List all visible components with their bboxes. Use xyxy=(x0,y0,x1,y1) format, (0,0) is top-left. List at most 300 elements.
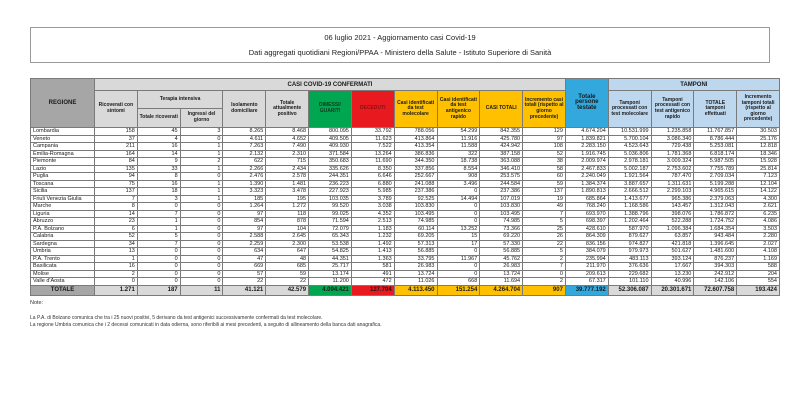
cell: 8.350 xyxy=(351,165,394,173)
cell: 143.457 xyxy=(651,203,694,211)
cell: 483.113 xyxy=(608,255,651,263)
col-header-ti-ingressi: Ingressi del giorno xyxy=(180,109,223,128)
cell: 65.343 xyxy=(309,233,352,241)
cell: 5.036.806 xyxy=(608,150,651,158)
region-name: Emilia-Romagna xyxy=(31,150,95,158)
cell: 0 xyxy=(137,270,180,278)
cell: 878 xyxy=(266,218,309,226)
cell: 103.035 xyxy=(309,195,352,203)
table-row xyxy=(31,173,780,181)
cell: 19 xyxy=(523,195,566,203)
cell: 0 xyxy=(523,270,566,278)
cell: 14.494 xyxy=(437,195,480,203)
cell: 229.682 xyxy=(608,270,651,278)
table-row xyxy=(31,255,780,263)
cell: 25.176 xyxy=(737,135,780,143)
cell: 236.223 xyxy=(309,180,352,188)
cell: 1.312.043 xyxy=(694,203,737,211)
cell: 4.674.204 xyxy=(565,128,608,136)
cell: 2.299.103 xyxy=(651,188,694,196)
cell: 53.538 xyxy=(309,240,352,248)
cell: 965.386 xyxy=(651,195,694,203)
cell: 1.311.631 xyxy=(651,180,694,188)
region-name: Toscana xyxy=(31,180,95,188)
region-name: Abruzzo xyxy=(31,218,95,226)
cell: 37 xyxy=(95,135,138,143)
cell: 63.857 xyxy=(651,233,694,241)
cell: 1 xyxy=(180,195,223,203)
cell: 2 xyxy=(95,270,138,278)
cell: 34 xyxy=(95,240,138,248)
cell: 0 xyxy=(180,218,223,226)
cell: 979.973 xyxy=(608,248,651,256)
cell: 26.983 xyxy=(480,263,523,271)
cell: 0 xyxy=(180,278,223,286)
cell: 253.575 xyxy=(480,173,523,181)
cell: 3.789 xyxy=(351,195,394,203)
cell: 11.967 xyxy=(437,255,480,263)
cell: 0 xyxy=(437,203,480,211)
cell: 864.309 xyxy=(565,233,608,241)
cell: 854 xyxy=(223,218,266,226)
cell: 22 xyxy=(266,278,309,286)
total-row xyxy=(31,285,780,295)
cell: 8.468 xyxy=(266,128,309,136)
cell: 0 xyxy=(180,203,223,211)
cell: 1.481 xyxy=(266,180,309,188)
cell: 344.350 xyxy=(394,158,437,166)
cell: 92.525 xyxy=(394,195,437,203)
cell: 1 xyxy=(137,225,180,233)
cell: 5.002.187 xyxy=(608,165,651,173)
cell: 2.027 xyxy=(737,240,780,248)
cell: 1.396.645 xyxy=(694,240,737,248)
cell: 99.025 xyxy=(309,210,352,218)
cell: 0 xyxy=(437,210,480,218)
cell: 647 xyxy=(266,248,309,256)
col-header-regione: REGIONE xyxy=(31,79,95,128)
region-name: Marche xyxy=(31,203,95,211)
cell: 0 xyxy=(137,248,180,256)
table-row xyxy=(31,150,780,158)
cell: 57.313 xyxy=(394,240,437,248)
cell: 376.636 xyxy=(608,263,651,271)
report-title-line1: 06 luglio 2021 - Aggiornamento casi Covid-19 xyxy=(324,33,476,43)
cell: 7.755.789 xyxy=(694,165,737,173)
cell: 2.621 xyxy=(737,203,780,211)
cell: 581 xyxy=(351,263,394,271)
cell: 3.009.324 xyxy=(651,158,694,166)
cell: 11.916 xyxy=(437,135,480,143)
cell: 0 xyxy=(437,218,480,226)
total-label: TOTALE xyxy=(31,285,95,295)
region-name: Sicilia xyxy=(31,188,95,196)
cell: 0 xyxy=(180,233,223,241)
cell: 237.386 xyxy=(480,188,523,196)
cell: 729.438 xyxy=(651,143,694,151)
cell: 97 xyxy=(223,225,266,233)
cell: 22 xyxy=(523,240,566,248)
table-header xyxy=(31,79,780,128)
cell: 47 xyxy=(223,255,266,263)
cell: 4.352 xyxy=(351,210,394,218)
cell: 137 xyxy=(95,188,138,196)
cell: 18.346 xyxy=(737,150,780,158)
table-row xyxy=(31,143,780,151)
cell: 384.079 xyxy=(565,248,608,256)
table-row xyxy=(31,165,780,173)
cell: 15 xyxy=(437,233,480,241)
cell: 3.038 xyxy=(351,203,394,211)
cell: 129 xyxy=(523,128,566,136)
cell: 5.985 xyxy=(351,188,394,196)
cell: 97 xyxy=(523,135,566,143)
cell: 1.921.564 xyxy=(608,173,651,181)
cell: 2.283.150 xyxy=(565,143,608,151)
cell: 1 xyxy=(180,188,223,196)
cell: 2.645 xyxy=(266,233,309,241)
cell: 0 xyxy=(137,255,180,263)
cell: 23 xyxy=(95,218,138,226)
cell: 209.613 xyxy=(565,270,608,278)
cell: 103.830 xyxy=(394,203,437,211)
table-row xyxy=(31,278,780,286)
cell: 6 xyxy=(95,225,138,233)
cell: 12.104 xyxy=(737,180,780,188)
cell: 59 xyxy=(266,270,309,278)
table-row xyxy=(31,218,780,226)
col-header-tamponi-molecolare: Tamponi processati con test molecolare xyxy=(608,91,651,128)
cell: 18.738 xyxy=(437,158,480,166)
col-header-ricoverati: Ricoverati con sintomi xyxy=(95,91,138,128)
cell: 0 xyxy=(95,278,138,286)
cell: 0 xyxy=(137,203,180,211)
note-line-2: La regione Umbria comunica che i 2 decessi comunicati in data odierna, sono riferibili ai mesi precedenti, a seguito di allineamento della banca dati anagrafica. xyxy=(30,321,382,328)
cell: 335.626 xyxy=(309,165,352,173)
table-row xyxy=(31,188,780,196)
region-name: Veneto xyxy=(31,135,95,143)
cell: 52.306.087 xyxy=(608,285,651,295)
cell: 1.413 xyxy=(351,248,394,256)
col-header-persone-testate: Totale persone testate xyxy=(565,79,608,128)
cell: 693.970 xyxy=(565,210,608,218)
cell: 164 xyxy=(95,150,138,158)
cell: 2 xyxy=(180,158,223,166)
cell: 11 xyxy=(180,285,223,295)
cell: 3.496 xyxy=(437,180,480,188)
col-header-dimessi-guariti: DIMESSI/ GUARITI xyxy=(309,91,352,128)
cell: 2.753.602 xyxy=(651,165,694,173)
cell: 428.610 xyxy=(565,225,608,233)
cell: 22 xyxy=(223,278,266,286)
cell: 8 xyxy=(137,173,180,181)
cell: 501.627 xyxy=(651,248,694,256)
cell: 71.594 xyxy=(309,218,352,226)
cell: 2.476 xyxy=(223,173,266,181)
cell: 33.795 xyxy=(394,255,437,263)
cell: 879.627 xyxy=(608,233,651,241)
cell: 2.259 xyxy=(223,240,266,248)
cell: 18 xyxy=(137,188,180,196)
cell: 187 xyxy=(137,285,180,295)
cell: 0 xyxy=(180,210,223,218)
cell: 13.724 xyxy=(394,270,437,278)
cell: 8.786.444 xyxy=(694,135,737,143)
cell: 97 xyxy=(223,210,266,218)
region-name: Piemonte xyxy=(31,158,95,166)
cell: 127.704 xyxy=(351,285,394,295)
cell: 1.271 xyxy=(95,285,138,295)
cell: 26 xyxy=(523,233,566,241)
cell: 227.923 xyxy=(309,188,352,196)
table-row xyxy=(31,203,780,211)
cell: 74.985 xyxy=(394,218,437,226)
cell: 16 xyxy=(137,143,180,151)
cell: 242.912 xyxy=(694,270,737,278)
cell: 7.263 xyxy=(223,143,266,151)
cell: 69.220 xyxy=(480,233,523,241)
cell: 1.786.872 xyxy=(694,210,737,218)
cell: 836.156 xyxy=(565,240,608,248)
cell: 4.094.421 xyxy=(309,285,352,295)
cell: 788.056 xyxy=(394,128,437,136)
cell: 2.513 xyxy=(351,218,394,226)
cell: 54.299 xyxy=(437,128,480,136)
cell: 10.531.999 xyxy=(608,128,651,136)
cell: 5.987.505 xyxy=(694,158,737,166)
cell: 2.280 xyxy=(737,233,780,241)
cell: 16 xyxy=(137,180,180,188)
col-header-tamponi-antigenico: Tamponi processati con test antigenico rapido xyxy=(651,91,694,128)
cell: 669 xyxy=(223,263,266,271)
cell: 39.777.192 xyxy=(565,285,608,295)
cell: 787.470 xyxy=(651,173,694,181)
cell: 241.088 xyxy=(394,180,437,188)
cell: 698.397 xyxy=(565,218,608,226)
cell: 101.110 xyxy=(608,278,651,286)
table-row xyxy=(31,233,780,241)
cell: 57.330 xyxy=(480,240,523,248)
cell: 622 xyxy=(223,158,266,166)
cell: 472 xyxy=(351,278,394,286)
cell: 2.310 xyxy=(266,150,309,158)
region-name: Friuli Venezia Giulia xyxy=(31,195,95,203)
cell: 634 xyxy=(223,248,266,256)
cell: 1.492 xyxy=(351,240,394,248)
cell: 3.887.657 xyxy=(608,180,651,188)
cell: 204 xyxy=(737,270,780,278)
cell: 4.108 xyxy=(737,248,780,256)
cell: 244.584 xyxy=(480,180,523,188)
cell: 7.490 xyxy=(266,143,309,151)
cell: 5.199.288 xyxy=(694,180,737,188)
cell: 4.086 xyxy=(737,218,780,226)
cell: 3.478 xyxy=(266,188,309,196)
cell: 0 xyxy=(180,173,223,181)
cell: 6.880 xyxy=(351,180,394,188)
cell: 522.288 xyxy=(651,218,694,226)
cell: 907 xyxy=(523,285,566,295)
cell: 72.079 xyxy=(309,225,352,233)
cell: 2.434 xyxy=(266,165,309,173)
cell: 103.495 xyxy=(394,210,437,218)
cell: 13.264 xyxy=(351,150,394,158)
cell: 11.623 xyxy=(351,135,394,143)
cell: 11.694 xyxy=(480,278,523,286)
cell: 4.611 xyxy=(223,135,266,143)
cell: 6.818.174 xyxy=(694,150,737,158)
cell: 0 xyxy=(180,135,223,143)
cell: 7 xyxy=(95,195,138,203)
cell: 13.174 xyxy=(309,270,352,278)
cell: 0 xyxy=(437,248,480,256)
cell: 876.237 xyxy=(694,255,737,263)
cell: 1.839.821 xyxy=(565,135,608,143)
cell: 0 xyxy=(180,263,223,271)
table-row xyxy=(31,210,780,218)
cell: 0 xyxy=(437,263,480,271)
cell: 58 xyxy=(523,165,566,173)
cell: 60.114 xyxy=(394,225,437,233)
cell: 1.390 xyxy=(223,180,266,188)
cell: 142.106 xyxy=(694,278,737,286)
cell: 1.232 xyxy=(351,233,394,241)
cell: 9 xyxy=(137,158,180,166)
cell: 26.983 xyxy=(394,263,437,271)
cell: 4.965.615 xyxy=(694,188,737,196)
region-name: Valle d'Aosta xyxy=(31,278,95,286)
table-row xyxy=(31,225,780,233)
cell: 44.351 xyxy=(309,255,352,263)
cell: 60 xyxy=(523,173,566,181)
cell: 103.495 xyxy=(480,210,523,218)
cell: 4.300 xyxy=(737,195,780,203)
cell: 7 xyxy=(137,240,180,248)
cell: 75 xyxy=(95,180,138,188)
cell: 13.230 xyxy=(651,270,694,278)
cell: 424.942 xyxy=(480,143,523,151)
cell: 25.717 xyxy=(309,263,352,271)
cell: 1 xyxy=(180,165,223,173)
cell: 5 xyxy=(523,248,566,256)
cell: 346.410 xyxy=(480,165,523,173)
cell: 1.384.374 xyxy=(565,180,608,188)
band-tamponi: TAMPONI xyxy=(608,79,779,91)
cell: 1 xyxy=(180,143,223,151)
cell: 11.026 xyxy=(394,278,437,286)
cell: 84 xyxy=(95,158,138,166)
cell: 4.113.450 xyxy=(394,285,437,295)
cell: 2.300 xyxy=(266,240,309,248)
cell: 1 xyxy=(95,255,138,263)
cell: 59 xyxy=(523,180,566,188)
col-header-attualmente-positivi: Totale attualmente positivo xyxy=(266,91,309,128)
cell: 211.970 xyxy=(565,263,608,271)
cell: 13.724 xyxy=(480,270,523,278)
cell: 6.646 xyxy=(351,173,394,181)
cell: 74.985 xyxy=(480,218,523,226)
cell: 1.264 xyxy=(223,203,266,211)
cell: 7.522 xyxy=(351,143,394,151)
cell: 1.272 xyxy=(266,203,309,211)
table-row xyxy=(31,180,780,188)
cell: 56.885 xyxy=(480,248,523,256)
region-name: Basilicata xyxy=(31,263,95,271)
cell: 72.607.758 xyxy=(694,285,737,295)
cell: 40.996 xyxy=(651,278,694,286)
cell: 409.505 xyxy=(309,135,352,143)
cell: 14 xyxy=(137,150,180,158)
cell: 158 xyxy=(95,128,138,136)
cell: 685 xyxy=(266,263,309,271)
cell: 2 xyxy=(523,278,566,286)
cell: 421.818 xyxy=(651,240,694,248)
cell: 45 xyxy=(137,128,180,136)
table-row xyxy=(31,270,780,278)
region-name: Puglia xyxy=(31,173,95,181)
cell: 38 xyxy=(523,158,566,166)
cell: 2.132 xyxy=(223,150,266,158)
covid-data-table xyxy=(30,78,780,296)
cell: 107.019 xyxy=(480,195,523,203)
cell: 6.235 xyxy=(737,210,780,218)
cell: 108 xyxy=(523,143,566,151)
cell: 1 xyxy=(180,150,223,158)
cell: 0 xyxy=(137,278,180,286)
region-name: Sardegna xyxy=(31,240,95,248)
cell: 67.317 xyxy=(565,278,608,286)
cell: 185 xyxy=(223,195,266,203)
cell: 52 xyxy=(523,150,566,158)
cell: 0 xyxy=(137,263,180,271)
cell: 685.864 xyxy=(565,195,608,203)
notes-section xyxy=(30,300,770,328)
table-row xyxy=(31,263,780,271)
cell: 237.386 xyxy=(394,188,437,196)
region-name: Umbria xyxy=(31,248,95,256)
cell: 17.667 xyxy=(651,263,694,271)
cell: 768.240 xyxy=(565,203,608,211)
col-header-casi-antigenico: Casi identificati da test antigenico rapido xyxy=(437,91,480,128)
cell: 135 xyxy=(95,165,138,173)
cell: 7 xyxy=(523,210,566,218)
cell: 1.781.368 xyxy=(651,150,694,158)
table-row xyxy=(31,128,780,136)
col-header-casi-molecolare: Casi identificati da test molecolare xyxy=(394,91,437,128)
cell: 394.303 xyxy=(694,263,737,271)
region-name: Liguria xyxy=(31,210,95,218)
cell: 371.584 xyxy=(309,150,352,158)
cell: 41.121 xyxy=(223,285,266,295)
cell: 842.355 xyxy=(480,128,523,136)
cell: 4 xyxy=(137,135,180,143)
cell: 3 xyxy=(180,128,223,136)
cell: 3.086.340 xyxy=(651,135,694,143)
cell: 588 xyxy=(737,263,780,271)
cell: 193.424 xyxy=(737,285,780,295)
cell: 2.588 xyxy=(223,233,266,241)
col-header-ti-totale: Totale ricoverati xyxy=(137,109,180,128)
cell: 11.588 xyxy=(437,143,480,151)
region-name: Calabria xyxy=(31,233,95,241)
cell: 2.266 xyxy=(223,165,266,173)
cell: 14.122 xyxy=(737,188,780,196)
region-name: P.A. Trento xyxy=(31,255,95,263)
cell: 3.323 xyxy=(223,188,266,196)
cell: 33.792 xyxy=(351,128,394,136)
cell: 715 xyxy=(266,158,309,166)
cell: 137 xyxy=(523,188,566,196)
